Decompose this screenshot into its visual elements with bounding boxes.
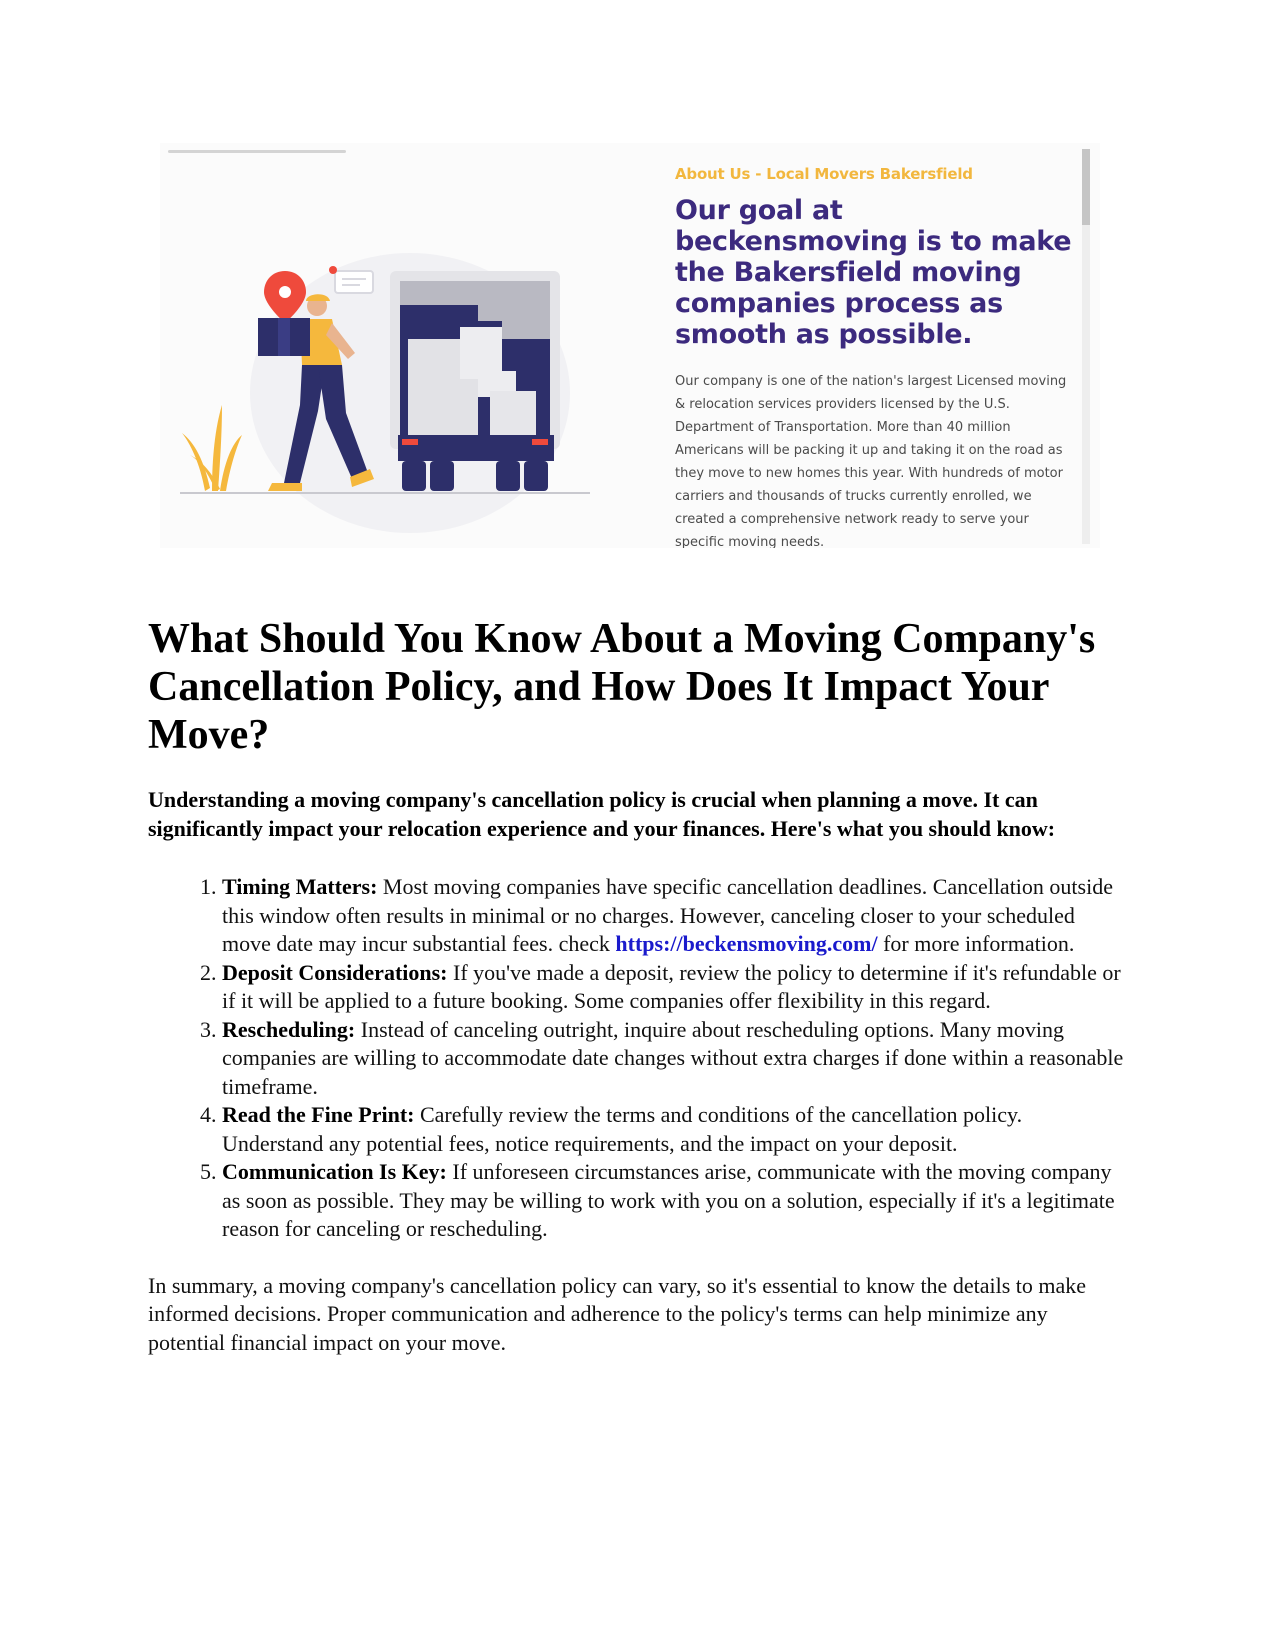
hero-scrollbar: [1082, 149, 1090, 544]
point-text: Most moving companies have specific cancellation deadlines. Cancellation outside this window often results in minimal or no charges. However, canceling closer to your scheduled move date may incur substantial fees. check: [222, 874, 1113, 956]
list-item: [222, 959, 1128, 1016]
point-text: Carefully review the terms and conditions of the cancellation policy. Understand any potential fees, notice requirements, and the impact on your deposit.: [222, 1102, 1023, 1156]
hero-scrollbar-thumb: [1082, 149, 1090, 225]
hero-image: [160, 143, 1100, 548]
article-title: What Should You Know About a Moving Company's Cancellation Policy, and How Does It Impact Your Move?: [148, 616, 1096, 758]
hero-heading: Our goal at beckensmoving is to make the Bakersfield moving companies process as smooth as possible.: [675, 195, 1072, 350]
points-list: [148, 873, 1128, 1244]
list-item: [222, 1016, 1128, 1102]
point-text: If you've made a deposit, review the policy to determine if it's refundable or if it will be applied to a future booking. Some companies offer flexibility in this regard.: [222, 959, 1121, 1013]
list-item: [222, 1101, 1128, 1158]
plant-icon: [182, 405, 242, 491]
point-label: Deposit Considerations:: [222, 959, 448, 985]
point-text: Instead of canceling outright, inquire about rescheduling options. Many moving companies are willing to accommodate date changes without extra charges if done within a reasonable timeframe.: [222, 1016, 1124, 1099]
moving-illustration: [160, 143, 630, 548]
point-label: Read the Fine Print:: [222, 1102, 415, 1127]
moving-truck-icon: [390, 271, 560, 491]
chat-bubble-icon: [329, 266, 373, 293]
hero-kicker: About Us - Local Movers Bakersfield: [675, 165, 973, 183]
point-label: Communication Is Key:: [222, 1159, 447, 1184]
list-item: [222, 873, 1128, 959]
list-item: [222, 1158, 1128, 1244]
article: [148, 615, 1128, 1357]
article-intro: Understanding a moving company's cancellation policy is crucial when planning a move. It can significantly impact your relocation experience and your finances. Here's what you should know:: [148, 787, 1056, 841]
hero-text-block: [675, 165, 1080, 548]
website-link[interactable]: https://beckensmoving.com/: [615, 931, 878, 956]
point-text-after: for more information.: [877, 931, 1075, 956]
point-text: If unforeseen circumstances arise, communicate with the moving company as soon as possible. They may be willing to work with you on a solution, especially if it's a legitimate reason for canceling or rescheduling.: [222, 1159, 1115, 1241]
point-label: Rescheduling:: [222, 1016, 356, 1042]
article-summary: In summary, a moving company's cancellation policy can vary, so it's essential to know the details to make informed decisions. Proper communication and adherence to the policy's terms can help minimize any potential financial impact on your move.: [148, 1272, 1087, 1355]
hero-body: Our company is one of the nation's largest Licensed moving & relocation services providers licensed by the U.S. Department of Transportation. More than 40 million Americans will be packing it up and taking it on the road as they move to new homes this year. With hundreds of motor carriers and thousands of trucks currently enrolled, we created a comprehensive network ready to serve your specific moving needs.: [675, 374, 1067, 548]
point-label: Timing Matters:: [222, 874, 378, 899]
